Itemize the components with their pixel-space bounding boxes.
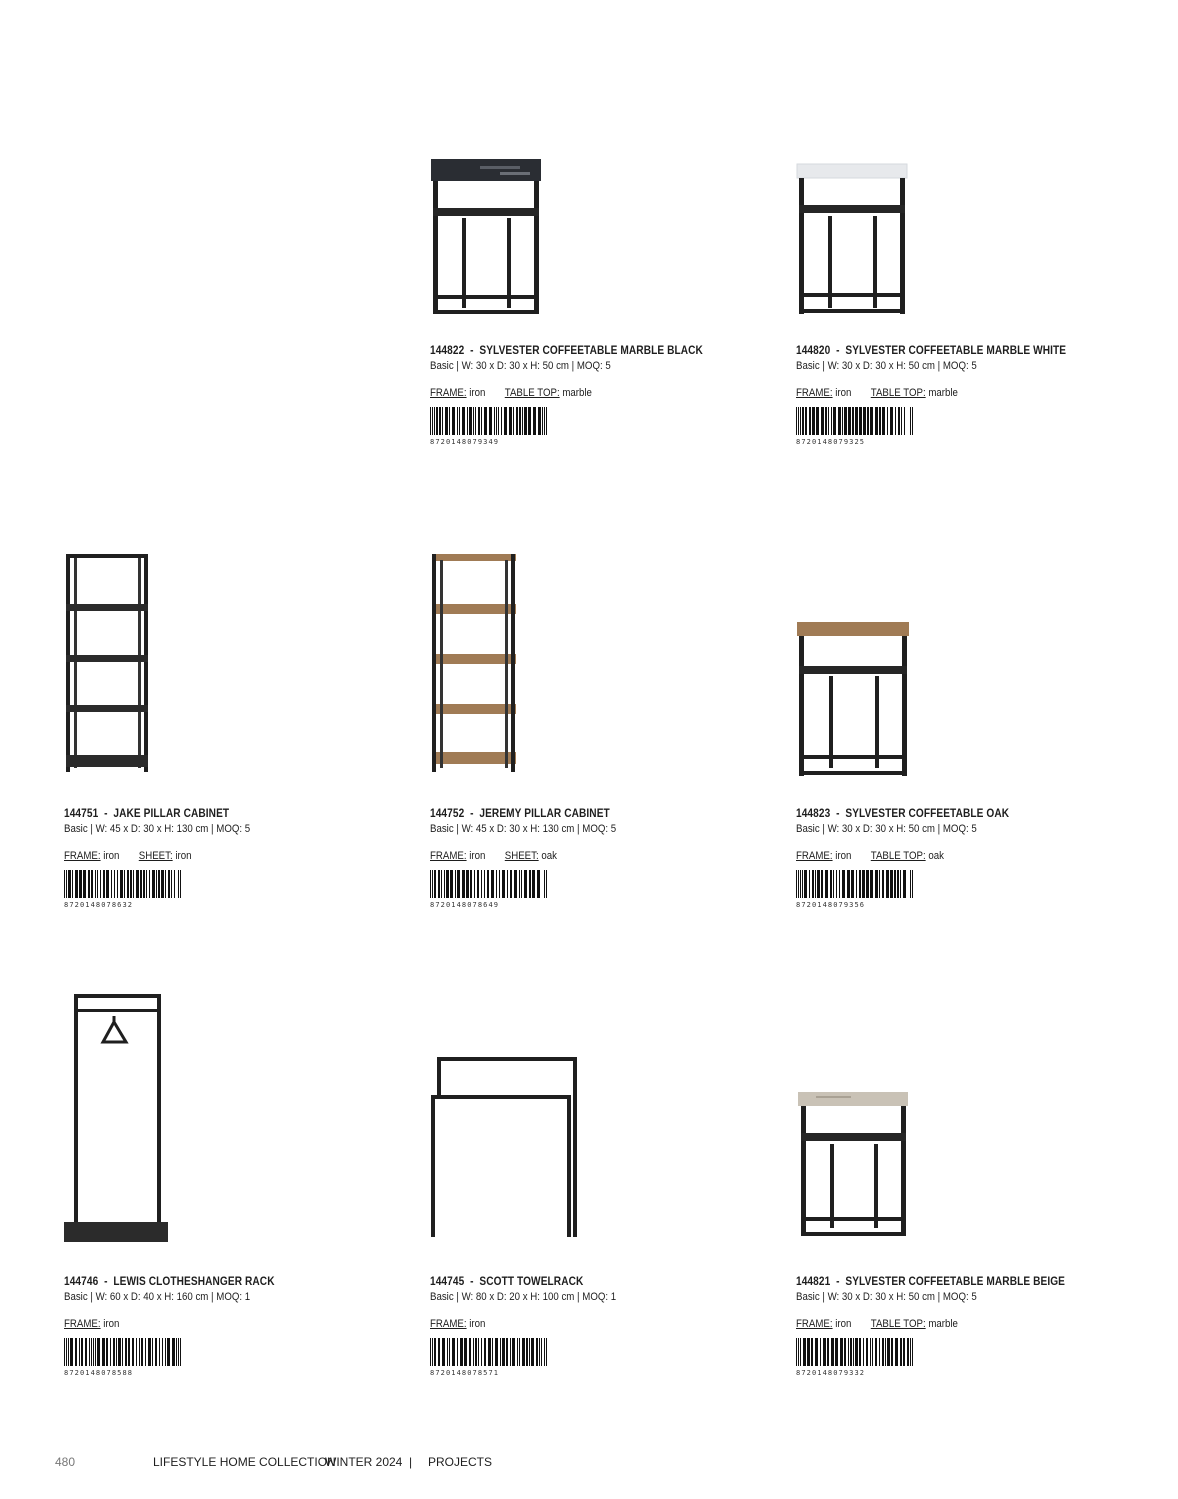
product-specs: Basic | W: 30 x D: 30 x H: 50 cm | MOQ: 5 bbox=[796, 360, 977, 372]
barcode bbox=[796, 407, 913, 435]
ean-number: 8720148078571 bbox=[430, 1369, 500, 1377]
ean-number: 8720148078632 bbox=[64, 901, 134, 909]
product-specs: Basic | W: 30 x D: 30 x H: 50 cm | MOQ: 5 bbox=[796, 823, 977, 835]
product-image-side-table-oak bbox=[796, 620, 912, 780]
product-image-side-table-white-marble bbox=[796, 158, 912, 318]
product-title: 144822 - SYLVESTER COFFEETABLE MARBLE BLACK bbox=[430, 345, 703, 357]
product-image-side-table-black-marble bbox=[430, 158, 546, 318]
product-materials: FRAME: iron SHEET: oak bbox=[430, 850, 557, 862]
product-materials: FRAME: iron TABLE TOP: marble bbox=[430, 387, 592, 399]
footer-section: PROJECTS bbox=[428, 1455, 493, 1469]
ean-number: 8720148078649 bbox=[430, 901, 500, 909]
product-specs: Basic | W: 30 x D: 30 x H: 50 cm | MOQ: 5 bbox=[430, 360, 611, 372]
product-title: 144746 - LEWIS CLOTHESHANGER RACK bbox=[64, 1276, 275, 1288]
product-title: 144820 - SYLVESTER COFFEETABLE MARBLE WHITE bbox=[796, 345, 1067, 357]
page-number: 480 bbox=[55, 1455, 76, 1469]
product-specs: Basic | W: 30 x D: 30 x H: 50 cm | MOQ: 5 bbox=[796, 1291, 977, 1303]
footer-collection: LIFESTYLE HOME COLLECTION bbox=[153, 1455, 336, 1469]
product-materials: FRAME: iron TABLE TOP: oak bbox=[796, 850, 944, 862]
ean-number: 8720148079332 bbox=[796, 1369, 866, 1377]
barcode bbox=[796, 870, 913, 898]
barcode bbox=[430, 870, 547, 898]
ean-number: 8720148078588 bbox=[64, 1369, 134, 1377]
product-title: 144745 - SCOTT TOWELRACK bbox=[430, 1276, 584, 1288]
product-materials: FRAME: iron bbox=[430, 1318, 486, 1330]
barcode bbox=[430, 407, 547, 435]
product-image-pillar-cabinet-oak bbox=[430, 552, 518, 776]
product-materials: FRAME: iron TABLE TOP: marble bbox=[796, 1318, 958, 1330]
barcode bbox=[796, 1338, 913, 1366]
product-title: 144821 - SYLVESTER COFFEETABLE MARBLE BEIGE bbox=[796, 1276, 1066, 1288]
product-image-clothes-rack bbox=[64, 992, 168, 1248]
product-specs: Basic | W: 80 x D: 20 x H: 100 cm | MOQ: 1 bbox=[430, 1291, 617, 1303]
product-title: 144752 - JEREMY PILLAR CABINET bbox=[430, 808, 610, 820]
footer-separator: | bbox=[409, 1455, 413, 1469]
barcode bbox=[64, 870, 181, 898]
ean-number: 8720148079325 bbox=[796, 438, 866, 446]
barcode bbox=[430, 1338, 547, 1366]
product-image-pillar-cabinet-black bbox=[64, 552, 150, 776]
footer-season: WINTER 2024 bbox=[325, 1455, 403, 1469]
product-image-side-table-beige-marble bbox=[796, 1090, 912, 1240]
ean-number: 8720148079349 bbox=[430, 438, 500, 446]
page-footer bbox=[0, 1455, 1178, 1475]
product-materials: FRAME: iron bbox=[64, 1318, 120, 1330]
product-materials: FRAME: iron TABLE TOP: marble bbox=[796, 387, 958, 399]
product-materials: FRAME: iron SHEET: iron bbox=[64, 850, 192, 862]
product-title: 144823 - SYLVESTER COFFEETABLE OAK bbox=[796, 808, 1010, 820]
barcode bbox=[64, 1338, 181, 1366]
product-image-towel-rack bbox=[430, 1056, 580, 1240]
product-title: 144751 - JAKE PILLAR CABINET bbox=[64, 808, 230, 820]
product-specs: Basic | W: 60 x D: 40 x H: 160 cm | MOQ: 1 bbox=[64, 1291, 251, 1303]
ean-number: 8720148079356 bbox=[796, 901, 866, 909]
product-specs: Basic | W: 45 x D: 30 x H: 130 cm | MOQ: 5 bbox=[430, 823, 617, 835]
product-specs: Basic | W: 45 x D: 30 x H: 130 cm | MOQ: 5 bbox=[64, 823, 251, 835]
